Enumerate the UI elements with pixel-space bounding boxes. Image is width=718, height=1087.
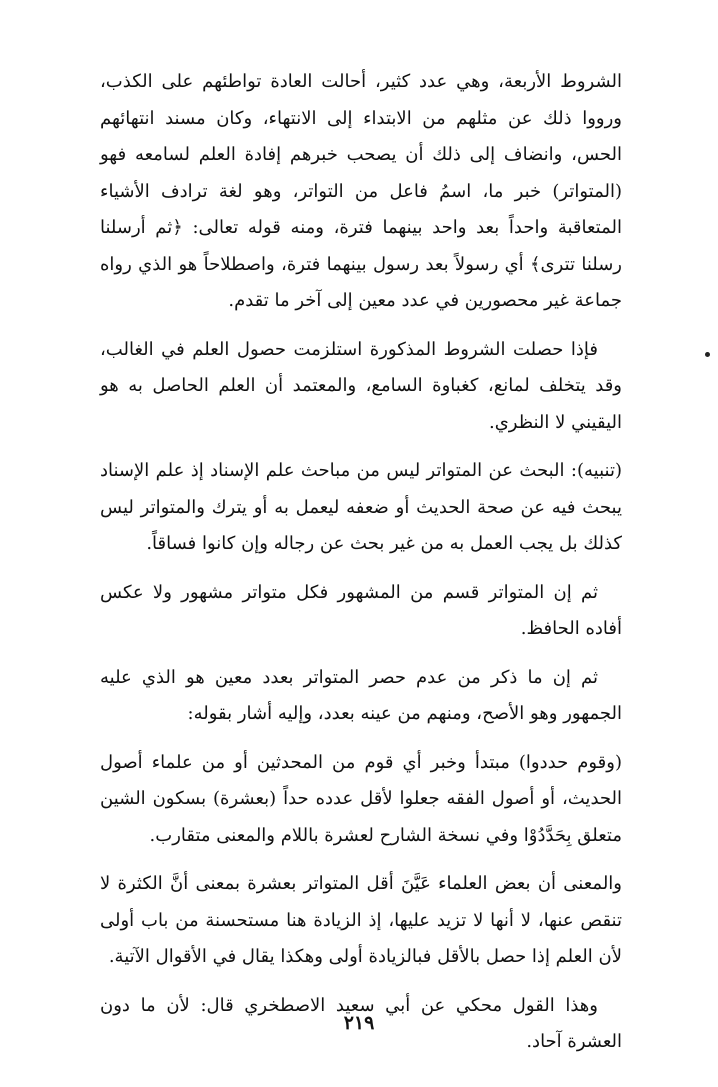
main-text: [100, 64, 622, 1073]
margin-dot: [705, 352, 710, 357]
paragraph-5: ثم إن ما ذكر من عدم حصر المتواتر بعدد معين هو الذي عليه الجمهور وهو الأصح، ومنهم من عينه بعدد، وإليه أشار بقوله:: [100, 666, 622, 724]
paragraph-4: ثم إن المتواتر قسم من المشهور فكل متواتر مشهور ولا عكس أفاده الحافظ.: [100, 581, 622, 639]
paragraph-6: (وقوم حددوا) مبتدأ وخبر أي قوم من المحدثين أو من علماء أصول الحديث، أو أصول الفقه جعلوا لأقل عدده حداً (بعشرة) بسكون الشين متعلق بِحَدَّدُوْا وفي نسخة الشارح لعشرة باللام والمعنى متقارب.: [100, 751, 622, 846]
paragraph-1: الشروط الأربعة، وهي عدد كثير، أحالت العادة تواطئهم على الكذب، ورووا ذلك عن مثلهم من الابتداء إلى الانتهاء، وكان مسند انتهائهم الحس، وانضاف إلى ذلك أن يصحب خبرهم إفادة العلم لسامعه فهو (المتواتر) خبر ما، اسمُ فاعل من التواتر، وهو لغة ترادف الأشياء المتعاقبة واحداً بعد واحد بينهما فترة، ومنه قوله تعالى: ﴿ثم أرسلنا رسلنا تترى﴾ أي رسولاً بعد رسول بينهما فترة، واصطلاحاً هو الذي رواه جماعة غير محصورين في عدد معين إلى آخر ما تقدم.: [100, 71, 622, 311]
paragraph-8: وهذا القول محكي عن أبي سعيد الاصطخري قال: لأن ما دون العشرة آحاد.: [100, 994, 622, 1052]
page-number: ٢١٩: [343, 1012, 375, 1034]
paragraph-3: (تنبيه): البحث عن المتواتر ليس من مباحث علم الإسناد إذ علم الإسناد يبحث فيه عن صحة الحديث أو ضعفه ليعمل به أو يترك والمتواتر ليس كذلك بل يجب العمل به من غير بحث عن رجاله وإن كانوا فساقاً.: [100, 460, 622, 554]
paragraph-2: فإذا حصلت الشروط المذكورة استلزمت حصول العلم في الغالب، وقد يتخلف لمانع، كغباوة السامع، والمعتمد أن العلم الحاصل به هو اليقيني لا النظري.: [100, 338, 622, 433]
paragraph-7: والمعنى أن بعض العلماء عَيَّنَ أقل المتواتر بعشرة بمعنى أنَّ الكثرة لا تنقص عنها، لا أنها لا تزيد عليها، إذ الزيادة هنا مستحسنة من باب أولى لأن العلم إذا حصل بالأقل فبالزيادة أولى وهكذا يقال في الأقوال الآتية.: [100, 873, 622, 967]
